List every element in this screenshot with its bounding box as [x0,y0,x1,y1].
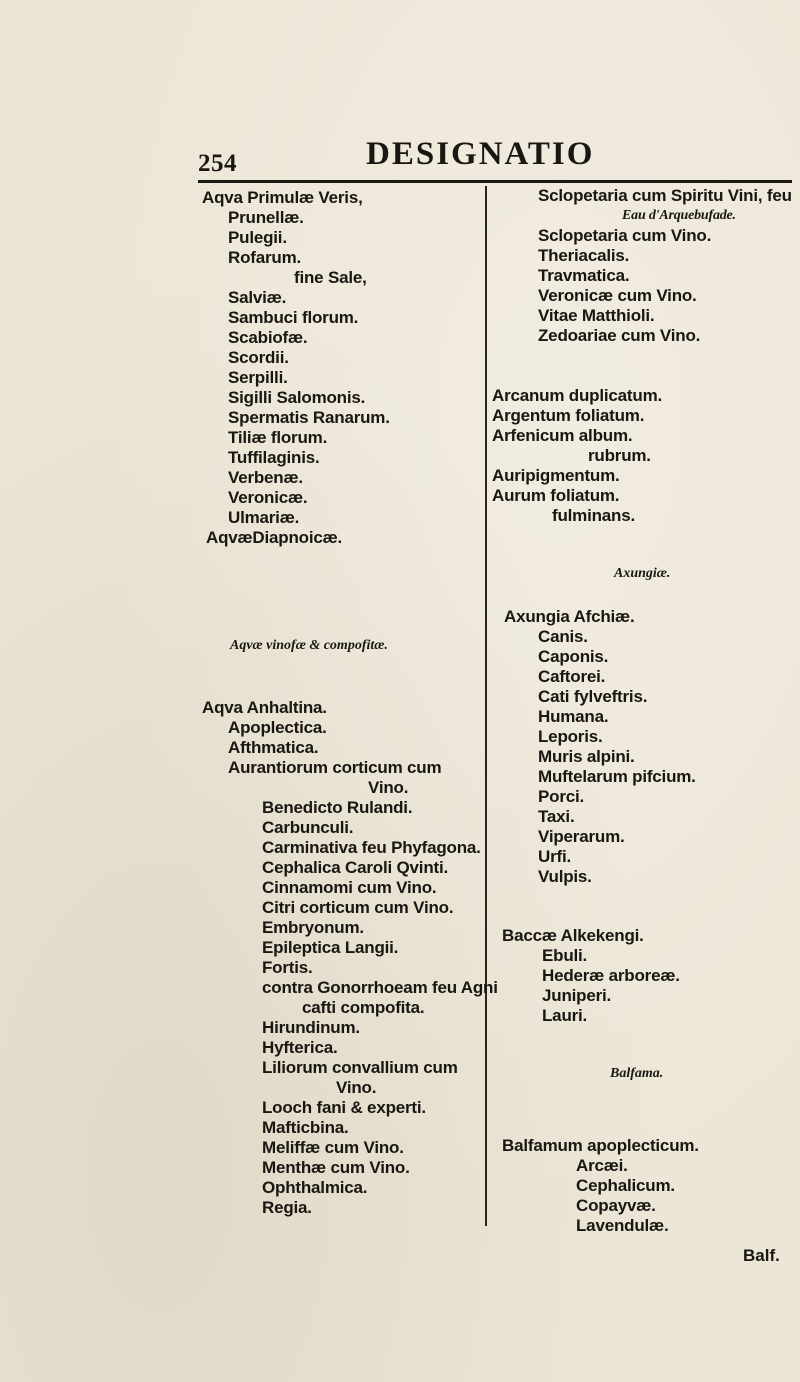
list-item: Sclopetaria cum Spiritu Vini, feu [538,186,792,205]
list-item: Sigilli Salomonis. [228,388,366,407]
list-item: Axungia Afchiæ. [504,607,635,626]
list-item: Verbenæ. [228,468,303,487]
list-item: Sambuci florum. [228,308,359,327]
list-item: Arfenicum album. [492,426,633,445]
catchword: Balf. [743,1246,780,1265]
list-item: rubrum. [588,446,651,465]
list-item: Vino. [368,778,409,797]
list-item: AqvæDiapnoicæ. [206,528,343,547]
page-header [198,136,792,180]
list-item: Baccæ Alkekengi. [502,926,644,945]
list-item: Ulmariæ. [228,508,300,527]
list-item: Argentum foliatum. [492,406,645,425]
list-item: Canis. [538,627,588,646]
section-heading: Balfama. [610,1066,664,1081]
list-item: Carbunculi. [262,818,354,837]
list-item: Afthmatica. [228,738,319,757]
list-item: Ebuli. [542,946,588,965]
list-item: Looch fani & experti. [262,1098,426,1117]
list-item: Apoplectica. [228,718,327,737]
list-item: cafti compofita. [302,998,425,1017]
list-item: Urfi. [538,847,572,866]
list-item: Aurantiorum corticum cum [228,758,442,777]
list-item: Humana. [538,707,609,726]
list-item: Vino. [336,1078,377,1097]
page-number: 254 [198,150,237,177]
list-item: Porci. [538,787,585,806]
list-item: Benedicto Rulandi. [262,798,413,817]
list-item: Leporis. [538,727,603,746]
list-item: Citri corticum cum Vino. [262,898,454,917]
list-item: Hederæ arboreæ. [542,966,680,985]
list-item: Serpilli. [228,368,288,387]
list-item: Cinnamomi cum Vino. [262,878,437,897]
list-item: Eau d'Arquebufade. [622,208,736,223]
section-heading: Aqvæ vinofæ & compofitæ. [230,638,388,653]
list-item: Cati fylveftris. [538,687,648,706]
list-item: Zedoariae cum Vino. [538,326,701,345]
list-item: Muris alpini. [538,747,635,766]
list-item: Meliffæ cum Vino. [262,1138,404,1157]
list-item: Balfamum apoplecticum. [502,1136,699,1155]
list-item: Sclopetaria cum Vino. [538,226,712,245]
section-heading: Axungiæ. [614,566,671,581]
list-item: Cephalica Caroli Qvinti. [262,858,449,877]
list-item: Menthæ cum Vino. [262,1158,410,1177]
list-item: Hirundinum. [262,1018,360,1037]
list-item: Juniperi. [542,986,612,1005]
list-item: Veronicæ cum Vino. [538,286,697,305]
list-item: Salviæ. [228,288,287,307]
list-item: Lauri. [542,1006,588,1025]
list-item: Viperarum. [538,827,625,846]
list-item: Veronicæ. [228,488,308,507]
list-item: Tuffilaginis. [228,448,320,467]
list-item: Embryonum. [262,918,364,937]
list-item: Arcæi. [576,1156,628,1175]
list-item: Caponis. [538,647,609,666]
list-item: Prunellæ. [228,208,304,227]
list-item: Mafticbina. [262,1118,349,1137]
list-item: Aqva Primulæ Veris, [202,188,363,207]
list-item: Arcanum duplicatum. [492,386,663,405]
list-item: Scabiofæ. [228,328,308,347]
list-item: Carminativa feu Phyfagona. [262,838,481,857]
list-item: fulminans. [552,506,636,525]
list-item: Fortis. [262,958,313,977]
list-item: Scordii. [228,348,289,367]
list-item: Auripigmentum. [492,466,620,485]
list-item: Hyfterica. [262,1038,338,1057]
list-item: Aurum foliatum. [492,486,620,505]
list-item: Ophthalmica. [262,1178,368,1197]
list-item: Epileptica Langii. [262,938,399,957]
list-item: Liliorum convallium cum [262,1058,458,1077]
header-rule [198,180,792,183]
running-title: DESIGNATIO [366,136,595,172]
list-item: Vitae Matthioli. [538,306,655,325]
list-item: Regia. [262,1198,312,1217]
list-item: fine Sale, [294,268,367,287]
list-item: Cephalicum. [576,1176,675,1195]
list-item: Travmatica. [538,266,630,285]
list-item: Lavendulæ. [576,1216,669,1235]
list-item: Muftelarum pifcium. [538,767,696,786]
list-item: Caftorei. [538,667,606,686]
list-item: Copayvæ. [576,1196,656,1215]
list-item: Taxi. [538,807,575,826]
list-item: Tiliæ florum. [228,428,328,447]
column-divider [485,186,487,1226]
list-item: contra Gonorrhoeam feu Agni [262,978,498,997]
list-item: Rofarum. [228,248,302,267]
list-item: Aqva Anhaltina. [202,698,327,717]
list-item: Pulegii. [228,228,287,247]
list-item: Spermatis Ranarum. [228,408,390,427]
list-item: Theriacalis. [538,246,630,265]
list-item: Vulpis. [538,867,592,886]
